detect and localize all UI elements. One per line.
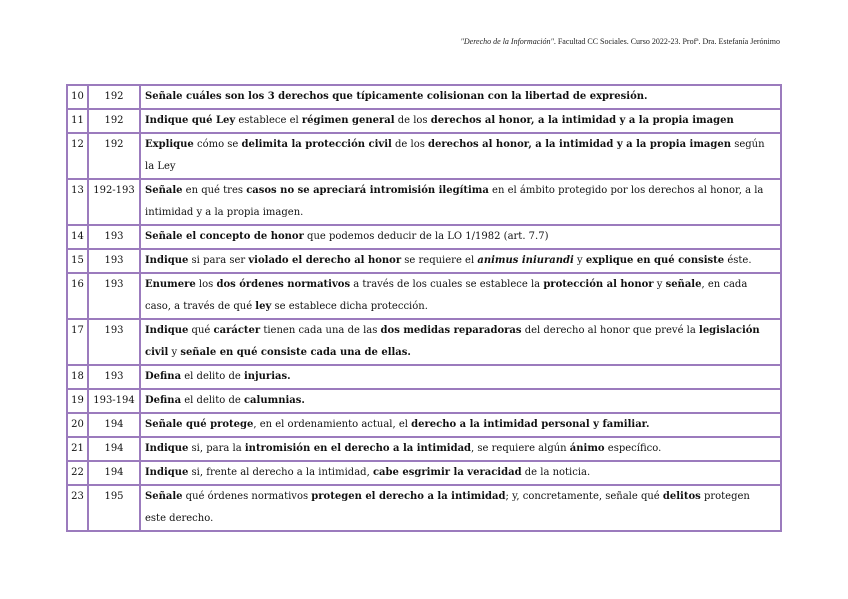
table-row <box>67 365 781 389</box>
table-row <box>67 249 781 273</box>
page-reference: 194 <box>88 413 140 437</box>
question-text-segment: dos medidas reparadoras <box>380 325 522 336</box>
question-text-segment: el delito de <box>181 395 244 406</box>
question-text-segment: legislación civil <box>145 325 760 358</box>
table-row <box>67 225 781 249</box>
question-text-segment: de los <box>391 139 429 150</box>
page-reference: 193 <box>88 319 140 365</box>
question-number: 19 <box>67 389 88 413</box>
question-text-segment: y <box>653 279 666 290</box>
question-text-segment: ley <box>255 301 272 312</box>
question-text-segment: Indique <box>145 467 189 478</box>
question-text-segment: injurias. <box>243 371 291 382</box>
question-text-segment: ánimo <box>569 443 605 454</box>
question-text-segment: específico. <box>604 443 662 454</box>
question-text-segment: régimen general <box>301 115 395 126</box>
question-number: 13 <box>67 179 88 225</box>
table-row <box>67 485 781 531</box>
question-text-segment: Señale <box>145 491 183 502</box>
question-text-segment: Señale cuáles son los 3 derechos que típicamente colisionan con la libertad de expresión. <box>145 91 648 102</box>
question-text <box>140 461 781 485</box>
question-text-segment: cómo se <box>193 139 242 150</box>
question-text-segment: qué órdenes normativos <box>182 491 312 502</box>
page-reference: 193 <box>88 273 140 319</box>
question-number: 23 <box>67 485 88 531</box>
question-number: 12 <box>67 133 88 179</box>
question-text-segment: Enumere <box>145 279 196 290</box>
table-row <box>67 179 781 225</box>
question-text-segment: según la Ley <box>145 139 765 172</box>
question-text-segment: señale en qué consiste cada una de ellas. <box>180 347 411 358</box>
table-row <box>67 133 781 179</box>
question-number: 17 <box>67 319 88 365</box>
question-text <box>140 179 781 225</box>
question-text-segment: explique en qué consiste <box>585 255 725 266</box>
question-number: 18 <box>67 365 88 389</box>
question-text-segment: casos no se apreciará intromisión ilegítima <box>246 185 489 196</box>
table-row <box>67 461 781 485</box>
question-text-segment: protegen el derecho a la intimidad <box>311 491 506 502</box>
question-text-segment: si, frente al derecho a la intimidad, <box>188 467 373 478</box>
page-reference: 192 <box>88 133 140 179</box>
question-text-segment: derechos al honor, a la intimidad y a la propia imagen <box>428 139 732 150</box>
question-text-segment: , en cada caso, a través de qué <box>145 279 748 312</box>
question-text-segment: Señale qué protege <box>145 419 254 430</box>
table-row <box>67 437 781 461</box>
question-text-segment: calumnias. <box>243 395 305 406</box>
course-title: "Derecho de la Información" <box>460 37 554 46</box>
question-text-segment: y <box>168 347 181 358</box>
question-text-segment: Señale <box>145 185 183 196</box>
question-text-segment: los <box>195 279 217 290</box>
question-text-segment: Explique <box>145 139 194 150</box>
question-text <box>140 485 781 531</box>
page-reference: 193 <box>88 225 140 249</box>
question-text-segment: derechos al honor, a la intimidad y a la propia imagen <box>430 115 734 126</box>
question-text-segment: Indique <box>145 443 189 454</box>
question-text <box>140 365 781 389</box>
question-number: 20 <box>67 413 88 437</box>
question-text-segment: , en el ordenamiento actual, el <box>253 419 412 430</box>
question-text-segment: protección al honor <box>543 279 654 290</box>
question-number: 15 <box>67 249 88 273</box>
question-text-segment: Defina <box>145 371 182 382</box>
question-text-segment: si para ser <box>188 255 249 266</box>
question-text-segment: éste. <box>724 255 752 266</box>
question-text-segment: que podemos deducir de la LO 1/1982 (art. 7.7) <box>303 231 549 242</box>
questions-table <box>66 84 782 532</box>
question-text-segment: y <box>573 255 586 266</box>
question-text-segment: , se requiere algún <box>471 443 570 454</box>
question-text-segment: Indique qué Ley <box>145 115 236 126</box>
question-text-segment: carácter <box>213 325 261 336</box>
question-text <box>140 319 781 365</box>
question-text <box>140 273 781 319</box>
question-text-segment: qué <box>188 325 214 336</box>
table-row <box>67 273 781 319</box>
table-row <box>67 85 781 109</box>
course-details: . Facultad CC Sociales. Curso 2022-23. Profª. Dra. Estefanía Jerónimo <box>553 37 780 46</box>
question-text-segment: intromisión en el derecho a la intimidad <box>244 443 472 454</box>
question-number: 14 <box>67 225 88 249</box>
question-text-segment: protegen este derecho. <box>145 491 750 524</box>
page-reference: 194 <box>88 461 140 485</box>
question-text <box>140 413 781 437</box>
page-header <box>461 37 780 46</box>
question-text-segment: si, para la <box>188 443 245 454</box>
question-text-segment: en qué tres <box>182 185 247 196</box>
question-text-segment: el delito de <box>181 371 244 382</box>
table-row <box>67 389 781 413</box>
question-number: 10 <box>67 85 88 109</box>
page-reference: 192 <box>88 85 140 109</box>
question-text <box>140 437 781 461</box>
question-text-segment: de los <box>394 115 431 126</box>
question-number: 16 <box>67 273 88 319</box>
question-text-segment: Señale el concepto de honor <box>145 231 304 242</box>
question-text-segment: violado el derecho al honor <box>248 255 402 266</box>
page-reference: 193 <box>88 249 140 273</box>
page-reference: 194 <box>88 437 140 461</box>
question-text <box>140 225 781 249</box>
question-text-segment: delimita la protección civil <box>241 139 392 150</box>
question-text-segment: Indique <box>145 325 189 336</box>
question-text-segment: se requiere el <box>401 255 478 266</box>
question-text-segment: Indique <box>145 255 189 266</box>
page-reference: 193 <box>88 365 140 389</box>
question-text-segment: señale <box>665 279 702 290</box>
question-text <box>140 109 781 133</box>
question-text <box>140 85 781 109</box>
question-text <box>140 249 781 273</box>
question-number: 21 <box>67 437 88 461</box>
question-text-segment: derecho a la intimidad personal y familiar. <box>411 419 650 430</box>
question-text-segment: delitos <box>662 491 701 502</box>
question-text-segment: del derecho al honor que prevé la <box>521 325 700 336</box>
table-row <box>67 319 781 365</box>
question-text-segment: de la noticia. <box>521 467 591 478</box>
question-text <box>140 133 781 179</box>
question-text-segment: cabe esgrimir la veracidad <box>372 467 522 478</box>
question-number: 11 <box>67 109 88 133</box>
question-text-segment: a través de los cuales se establece la <box>350 279 544 290</box>
question-text-segment: Defina <box>145 395 182 406</box>
table-row <box>67 413 781 437</box>
question-number: 22 <box>67 461 88 485</box>
question-text <box>140 389 781 413</box>
question-text-segment: establece el <box>235 115 302 126</box>
page-reference: 192-193 <box>88 179 140 225</box>
question-text-segment: dos órdenes normativos <box>216 279 351 290</box>
page-reference: 192 <box>88 109 140 133</box>
question-text-segment: ; y, concretamente, señale qué <box>505 491 663 502</box>
question-text-segment: se establece dicha protección. <box>271 301 428 312</box>
question-text-segment: tienen cada una de las <box>260 325 381 336</box>
page-reference: 193-194 <box>88 389 140 413</box>
question-text-segment: animus iniurandi <box>477 255 574 266</box>
page-reference: 195 <box>88 485 140 531</box>
table-row <box>67 109 781 133</box>
question-text-segment: en el ámbito protegido por los derechos al honor, a la intimidad y a la propia imagen. <box>145 185 764 218</box>
